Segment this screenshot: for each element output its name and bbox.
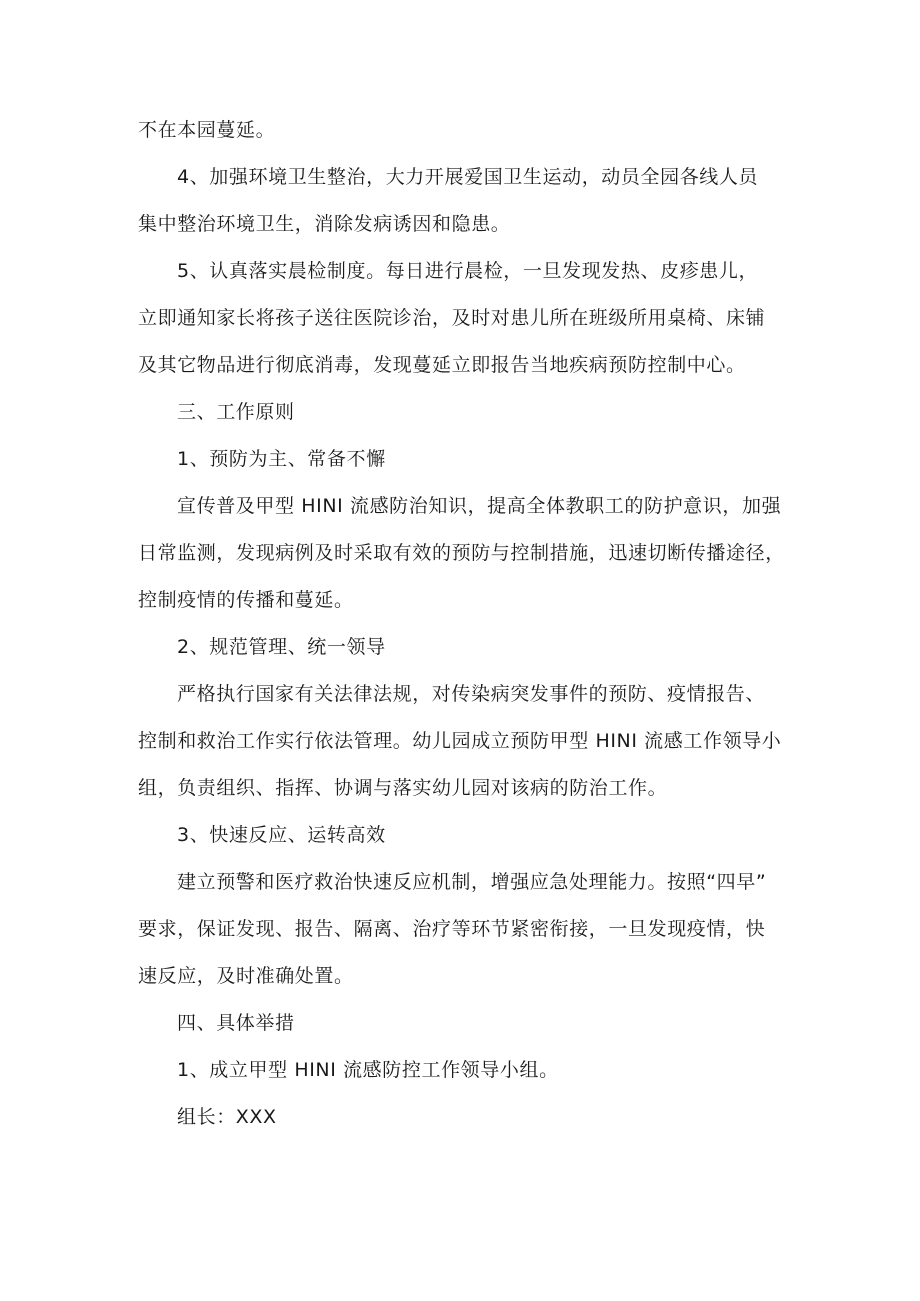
text-line-11: 控制疫情的传播和蔓延。: [138, 589, 354, 611]
section-heading-measures: 四、具体举措: [177, 1012, 295, 1034]
text-line-14: 控制和救治工作实行依法管理。幼儿园成立预防甲型 HINI 流感工作领导小: [138, 730, 782, 752]
section-heading-principles: 三、工作原则: [177, 401, 295, 423]
text-line-17: 建立预警和医疗救治快速反应机制，增强应急处理能力。按照“四早”: [177, 871, 767, 893]
subheading-rapid-response: 3、快速反应、运转高效: [177, 824, 386, 846]
text-line-15: 组，负责组织、指挥、协调与落实幼儿园对该病的防治工作。: [138, 777, 668, 799]
text-line-18: 要求，保证发现、报告、隔离、治疗等环节紧密衔接，一旦发现疫情，快: [138, 918, 766, 940]
text-line-3: 集中整治环境卫生，消除发病诱因和隐患。: [138, 213, 511, 235]
text-line-1: 不在本园蔓延。: [138, 119, 276, 141]
text-line-19: 速反应，及时准确处置。: [138, 965, 354, 987]
text-line-9: 宣传普及甲型 HINI 流感防治知识，提高全体教职工的防护意识，加强: [177, 495, 782, 517]
text-line-10: 日常监测，发现病例及时采取有效的预防与控制措施，迅速切断传播途径，: [138, 542, 785, 564]
text-line-2: 4、加强环境卫生整治，大力开展爱国卫生运动，动员全园各线人员: [177, 166, 759, 188]
subheading-prevention: 1、预防为主、常备不懈: [177, 448, 386, 470]
text-line-13: 严格执行国家有关法律法规，对传染病突发事件的预防、疫情报告、: [177, 683, 766, 705]
text-line-5: 立即通知家长将孩子送往医院诊治，及时对患儿所在班级所用桌椅、床铺: [138, 307, 766, 329]
document-body: [138, 107, 788, 1141]
subheading-leadership-group: 1、成立甲型 HINI 流感防控工作领导小组。: [177, 1059, 559, 1081]
subheading-management: 2、规范管理、统一领导: [177, 636, 386, 658]
text-line-4: 5、认真落实晨检制度。每日进行晨检，一旦发现发热、皮疹患儿，: [177, 260, 759, 282]
group-leader-line: 组长：XXX: [177, 1106, 277, 1128]
text-line-6: 及其它物品进行彻底消毒，发现蔓延立即报告当地疾病预防控制中心。: [138, 354, 746, 376]
